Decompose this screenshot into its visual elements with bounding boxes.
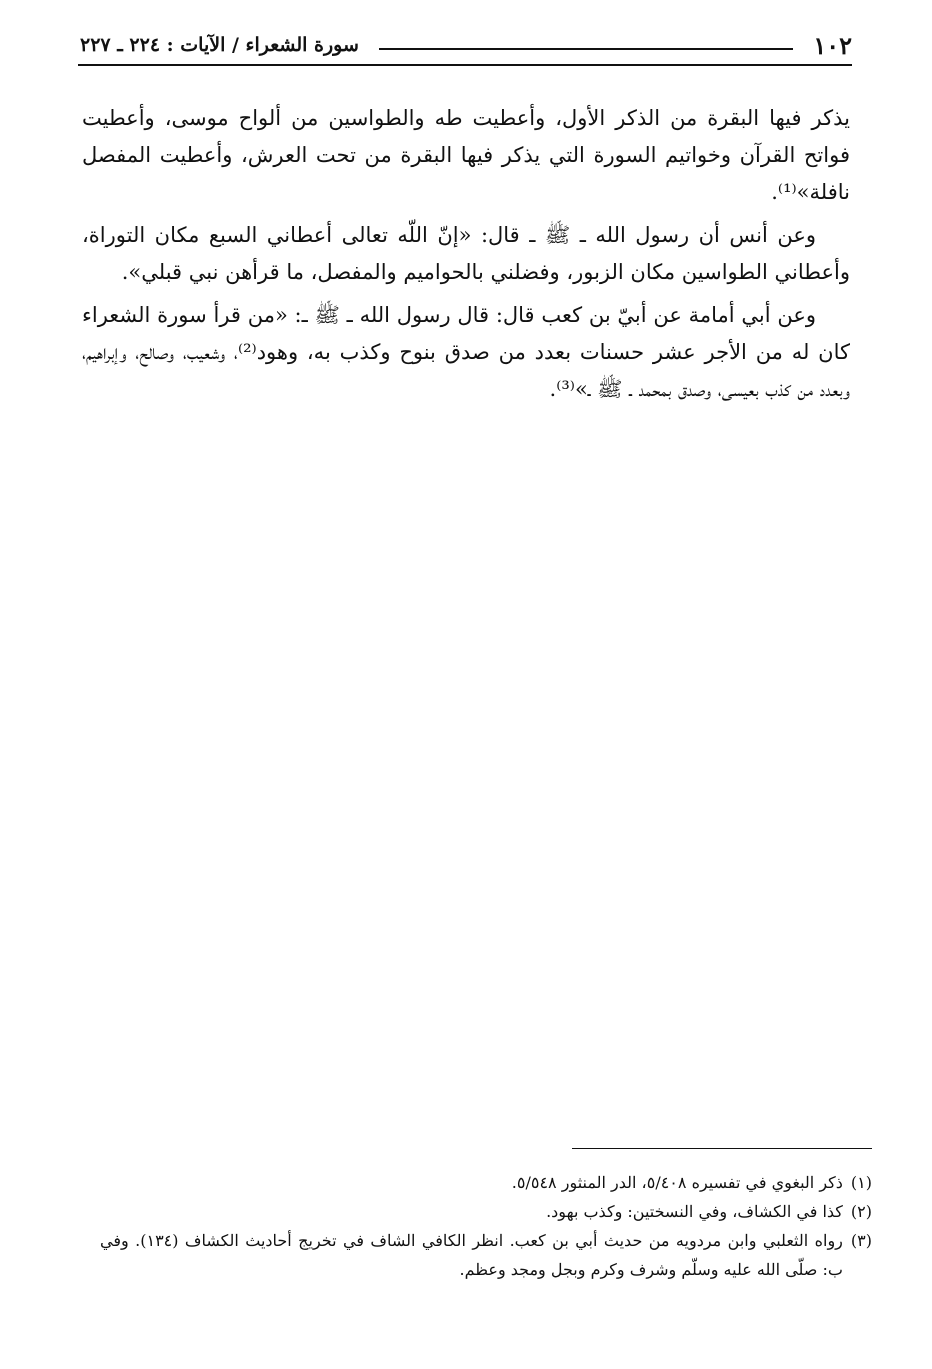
footnotes (100, 1168, 872, 1284)
page-number: ١٠٢ (813, 30, 852, 60)
footnote-number: (١) (850, 1173, 872, 1192)
main-text (82, 100, 850, 414)
header-rule (379, 48, 793, 50)
paragraph: يذكر فيها البقرة من الذكر الأول، وأعطيت طه والطواسين من ألواح موسى، وأعطيت فواتح القرآن وخواتيم السورة التي يذكر فيها البقرة من تحت العرش، وأعطيت المفصل نافلة»⁽¹⁾. (82, 106, 850, 204)
paragraph: وعن أنس أن رسول الله ـ ﷺ ـ قال: «إنّ اللّه تعالى أعطاني السبع مكان التوراة، وأعطاني الطواسين مكان الزبور، وفضلني بالحواميم والمفصل، ما قرأهن نبي قبلي». (82, 223, 850, 284)
footnote-text: ذكر البغوي في تفسيره ٥/٤٠٨، الدر المنثور ٥/٥٤٨. (511, 1173, 843, 1192)
footnote (100, 1226, 872, 1284)
footnote-number: (٣) (850, 1231, 872, 1250)
footnote-number: (٢) (850, 1202, 872, 1221)
running-title: سورة الشعراء / الآيات : ٢٢٤ ـ ٢٢٧ (80, 34, 359, 56)
footnote-divider (572, 1148, 872, 1149)
footnote-text: رواه الثعلبي وابن مردويه من حديث أبي بن كعب. انظر الكافي الشاف في تخريج أحاديث الكشاف (١٣٤). وفي ب: صلّى الله عليه وسلّم وشرف وكرم وبجل ومجد وعظم. (100, 1231, 843, 1279)
header-divider (78, 64, 852, 66)
paragraph: وعن أبي أمامة عن أبيّ بن كعب قال: قال رسول الله ـ ﷺ ـ: «من قرأ سورة الشعراء كان له من الأجر عشر حسنات بعدد من صدق بنوح وكذب به، وهود⁽²⁾، وشعيب، وصالح، وإبراهيم، وبعدد من كذب بعيسى، وصدق بمحمد ـ ﷺ ـ»⁽³⁾. (82, 303, 850, 401)
footnote (100, 1197, 872, 1226)
footnote (100, 1168, 872, 1197)
page-header (80, 28, 852, 62)
footnote-text: كذا في الكشاف، وفي النسختين: وكذب بهود. (546, 1202, 843, 1221)
